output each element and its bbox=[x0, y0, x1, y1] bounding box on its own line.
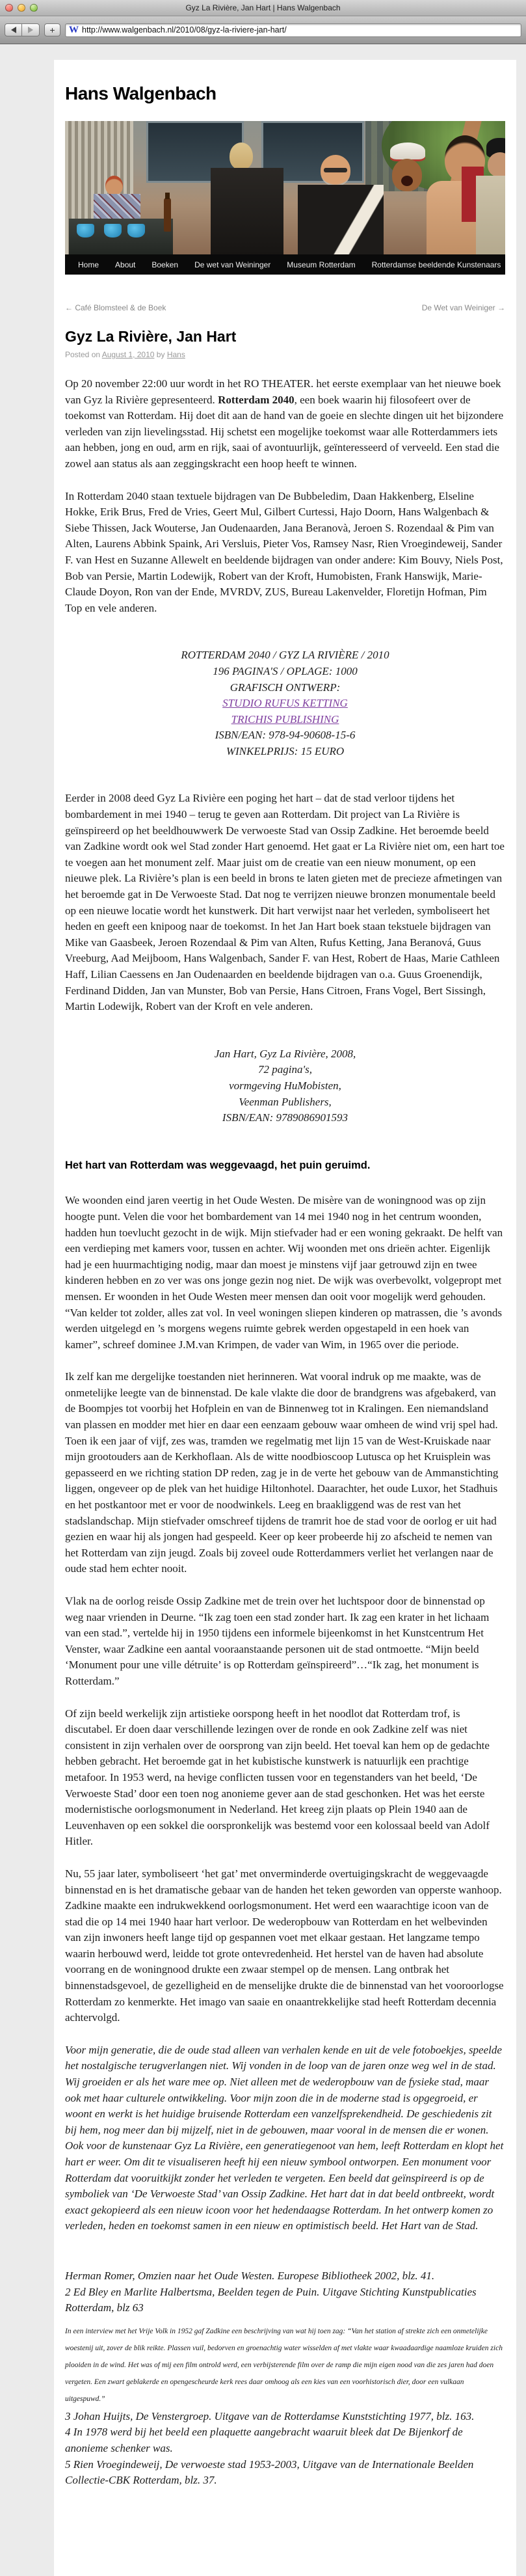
header-photo bbox=[65, 121, 505, 254]
page-background bbox=[0, 44, 526, 2576]
reference-line: 2 Ed Bley en Marlite Halbertsma, Beelden tegen de Puin. Uitgave Stichting Kunstpublicaties Rotterdam, blz 63 bbox=[65, 2285, 477, 2314]
banner-person-head bbox=[230, 142, 253, 170]
banner-person-head bbox=[105, 176, 123, 195]
reference-line: 3 Johan Huijts, De Venstergroep. Uitgave van de Rotterdamse Kunststichting 1977, blz. 163. bbox=[65, 2409, 475, 2422]
book-line: ISBN/EAN: 9789086901593 bbox=[222, 1111, 348, 1124]
posted-on-label: Posted on bbox=[65, 350, 101, 359]
close-window-button[interactable] bbox=[5, 4, 13, 12]
browser-toolbar bbox=[0, 16, 526, 44]
bold-text: Rotterdam 2040 bbox=[218, 393, 295, 406]
paragraph-text: , een boek waarin hij filosofeert over de toekomst van Rotterdam. Hij doet dit aan de hand van de goeie en slechte dingen uit het bijzondere verleden van zijn lievelingsstad. Hij schetst een mogelijke toekomst waar alle Rotterdammers iets aan hebben, jong en oud, arm en rijk, saai of avontuurlijk, geïnteresseerd of verveeld. Een stad die zowel aan status als aan zeggingskracht een hoop heeft te winnen. bbox=[65, 393, 504, 470]
paragraph: In Rotterdam 2040 staan textuele bijdragen van De Bubbeledim, Daan Hakkenberg, Elseline Hokke, Erik Brus, Fred de Vries, Geert Mul, Gilbert Curtessi, Hajo Doorn, Hans Walgenbach & Siebe Thissen, Jack Wouterse, Jan Oudenaarden, Jana Beranovà, Jeroen S. Rozendaal & Pim van Alten, Laurens Abbink Spaink, Ari Versluis, Pieter Vos, Ramsey Nasr, Rien Vroegindeweij, Sander F. van Hest en Suzanne Allewelt en beeldende bijdragen van onder andere: Kim Bouvy, Niels Post, Bob van Persie, Martin Lodewijk, Robert van der Kroft, Humobisten, Frank Hanswijk, Marie-Claude Doyon, Ron van der Ende, MVRDV, ZUS, Bureau Lakenvelder, Floretijn Hofman, Pim Top en vele anderen. bbox=[65, 489, 503, 614]
post-title: Gyz La Rivière, Jan Hart bbox=[65, 328, 237, 345]
history-buttons bbox=[5, 23, 40, 36]
trichis-publishing-link[interactable]: TRICHIS PUBLISHING bbox=[231, 712, 339, 725]
reference-line: 5 Rien Vroegindeweij, De verwoeste stad 1953-2003, Uitgave van de Internationale Beelden Collectie-CBK Rotterdam, blz. 37. bbox=[65, 2458, 474, 2487]
book-line: 196 PAGINA'S / OPLAGE: 1000 bbox=[213, 664, 358, 677]
studio-rufus-ketting-link[interactable]: STUDIO RUFUS KETTING bbox=[222, 697, 348, 710]
paragraph: Ik zelf kan me dergelijke toestanden niet herinneren. Wat vooral indruk op me maakte, was de onmetelijke leegte van de binnenstad. De kale vlakte die door de brandgrens was afgebakerd, van de Boompjes tot voorbij het Hofplein en van de Binnenweg tot in Kralingen. Een niemandsland van plassen en modder met hier en daar een eenzaam gebouw waar omheen de wind vrij spel had. Toen ik een jaar of vijf, zes was, tramden we regelmatig met lijn 15 van de West-Kruiskade naar mijn grootouders aan de Kerkhoflaan. Als de witte noodbioscoop Lutusca op het Kruisplein was gepasseerd en we richting station DP reden, zag je in de verte het gebouw van de Ammanstichting liggen, ongeveer op de plek van het huidige Hiltonhotel. Daarachter, het oude Luxor, het Stadhuis en het postkantoor met er voor de noodwinkels. Leeg en braakliggend was de rest van het stadslandschap. Mijn stiefvader omschreef tijdens de tramrit hoe de stad voor de oorlog er uit had gezien en waar hij als jongen had gespeeld. Keer op keer probeerde hij zo afscheid te nemen van het Rotterdam van zijn jeugd. Zoals bij zoveel oude Rotterdammers verliet het verlangen naar de oude stad hem echter nooit. bbox=[65, 1370, 499, 1575]
back-arrow-icon bbox=[11, 27, 16, 33]
post-body bbox=[65, 376, 505, 2489]
banner-person-head bbox=[488, 152, 505, 177]
site-title[interactable]: Hans Walgenbach bbox=[65, 83, 217, 103]
content-card bbox=[54, 60, 516, 2576]
post-meta bbox=[65, 350, 505, 359]
site-nav bbox=[65, 254, 505, 275]
nav-item-de-wet-van-weininger[interactable]: De wet van Weininger bbox=[194, 260, 271, 269]
post-date-link[interactable]: August 1, 2010 bbox=[101, 350, 155, 359]
back-button[interactable] bbox=[5, 23, 22, 36]
book-line: GRAFISCH ONTWERP: bbox=[230, 681, 341, 694]
banner-cup-shape bbox=[127, 224, 145, 237]
url-text[interactable]: http://www.walgenbach.nl/2010/08/gyz-la-riviere-jan-hart/ bbox=[82, 25, 287, 34]
book-line: Veenman Publishers, bbox=[239, 1095, 332, 1108]
footnote-text: In een interview met het Vrije Volk in 1952 gaf Zadkine een beschrijving van wat hij toen zag: “Van het station af strekte zich een onmetelijke woestenij uit, zover de blik reikte. Plassen vuil, bedorven en groenachtig water wisselden af met vlakte waar kwaadaardige naamloze kruiden zich plooiden in de wind. Het was of mij een film ontrold werd, een verbijsterende film over de ramp die mijn eigen nood van die zes jaren had doen vergeten. Een zwart geblakerde en opengescheurde kerk rees daar omhoog als een kies van een voorhistorisch dier, door een vulkaan uitgespuwd.” bbox=[65, 2327, 503, 2403]
banner-bottle-shape bbox=[164, 198, 171, 232]
nav-item-museum-rotterdam[interactable]: Museum Rotterdam bbox=[287, 260, 356, 269]
zoom-window-button[interactable] bbox=[30, 4, 38, 12]
forward-arrow-icon bbox=[28, 27, 33, 33]
window-controls bbox=[5, 4, 38, 12]
book-line: WINKELPRIJS: 15 EURO bbox=[226, 744, 345, 757]
prev-post-link[interactable]: ← Café Blomsteel & de Boek bbox=[65, 303, 166, 312]
site-favicon: W bbox=[69, 24, 79, 35]
book-line: ISBN/EAN: 978-94-90608-15-6 bbox=[215, 729, 356, 742]
book-line: 72 pagina's, bbox=[258, 1063, 312, 1076]
book-details-rotterdam-2040 bbox=[65, 647, 505, 759]
paragraph: Voor mijn generatie, die de oude stad alleen van verhalen kende en uit de vele fotoboekjes, speelde het nostalgische terugverlangen niet. Wij vonden in de loop van de jaren onze weg wel in de stad. Wij groeiden er als het ware mee op. Niet alleen met de wederopbouw van de fysieke stad, maar ook met haar culturele ontwikkeling. Voor mijn zoon die in de moderne stad is opgegroeid, er woont en werkt is het huidige bruisende Rotterdam een vanzelfsprekendheid. De geschiedenis zit bij hem, nog meer dan bij mijzelf, niet in de gebouwen, maar vooral in de mensen die er wonen. Ook voor de kunstenaar Gyz La Rivière, een generatiegenoot van hem, leeft Rotterdam en klopt het hart er weer. Om dit te visualiseren heeft hij een nieuw symbool ontworpen. Een monument voor Rotterdam dat vooruitkijkt zonder het verleden te vergeten. Een beeld dat geïnspireerd is op de symboliek van ‘De Verwoeste Stad’ van Ossip Zadkine. Het hart dat in dat beeld ontbreekt, wordt exact gekopieerd als een nieuw icoon voor het hedendaagse Rotterdam. In het ontwerp komen zo verleden, heden en toekomst samen in een nieuw en optimistisch beeld. Het Hart van de Stad. bbox=[65, 2043, 504, 2232]
banner-mouth-shape bbox=[401, 176, 413, 186]
reference-line: Herman Romer, Omzien naar het Oude Westen. Europese Bibliotheek 2002, blz. 41. bbox=[65, 2269, 435, 2282]
next-post-link[interactable]: De Wet van Weiniger → bbox=[421, 303, 505, 312]
nav-item-home[interactable]: Home bbox=[78, 260, 99, 269]
browser-window bbox=[0, 0, 526, 44]
post-navigation bbox=[65, 303, 505, 312]
paragraph: Eerder in 2008 deed Gyz La Rivière een poging het hart – dat de stad verloor tijdens het bombardement in mei 1940 – terug te geven aan Rotterdam. Dit project van La Rivière is geïnspireerd op het beeldhouwwerk De verwoeste Stad van Ossip Zadkine. Het beroemde beeld van Zadkine wordt ook wel Stad zonder Hart genoemd. Het gaat er La Rivière niet om, een hart toe te voegen aan het monument zelf. Maar juist om de creatie van een nieuw monument, op een nieuwe plek. La Rivière’s plan is een beeld in brons te laten gieten met de precieze afmetingen van het beroemde gat in De Verwoeste Stad. Dat nog te verrijzen nieuwe bronzen monumentale beeld op een nieuwe locatie wordt het kunstwerk. Dit hart verwijst naar het verleden, symboliseert het heden en geeft een knipoog naar de toekomst. In het Jan Hart boek staan tekstuele bijdragen van Mike van Gaasbeek, Jeroen Rozendaal & Pim van Alten, Rufus Ketting, Jana Beranová, Guus Vreeburg, Aad Meijboom, Hans Walgenbach, Sander F. van Hest, Robert de Haas, Marie Cathleen Haff, Lilian Caessens en Jan Oudenaarden en beeldende bijdragen van o.a. Guus Groenendijk, Ferdinand Didden, Jan van Munster, Bob van Persie, Hans Citroen, Frans Vogel, Bert Sissingh, Martin Lodewijk, Robert van der Kroft en vele anderen. bbox=[65, 792, 505, 1013]
banner-bottle-cap-shape bbox=[165, 193, 170, 199]
banner-cup-shape bbox=[104, 224, 122, 237]
banner-glasses-shape bbox=[324, 168, 347, 172]
address-bar[interactable] bbox=[65, 23, 521, 37]
browser-titlebar bbox=[0, 0, 526, 16]
banner-cap-shape bbox=[390, 142, 425, 159]
banner-person-body bbox=[476, 176, 505, 254]
by-label: by bbox=[156, 350, 165, 359]
paragraph: Of zijn beeld werkelijk zijn artistieke oorspong heeft in het noodlot dat Rotterdam trof, is discutabel. Er doen daar verschillende lezingen over de ronde en ook Zadkine zelf was niet consistent in zijn verhalen over de oorsprong van zijn beeld. Het toeval kan hem op de gedachte hebben gebracht. Het beroemde gat in het kubistische kunstwerk is natuurlijk een prachtige metafoor. In 1953 werd, na hevige conflicten tussen voor en tegenstanders van het beeld, ‘De Verwoeste Stad’ door een toen nog anonieme gever aan de stad geschonken. Het was het eerste modernistische oorlogsmonument in Nederland. Het kreeg zijn plaats op Plein 1940 aan de Leuvenhaven op een sokkel die oorspronkelijk was bestemd voor een kolossaal beeld van Adolf Hitler. bbox=[65, 1707, 490, 1848]
book-line: ROTTERDAM 2040 / GYZ LA RIVIÈRE / 2010 bbox=[181, 649, 389, 662]
banner-person-head bbox=[392, 159, 422, 191]
paragraph: Nu, 55 jaar later, symboliseert ‘het gat’ met onverminderde overtuigingskracht de weggevaagde binnenstad en is het dramatische gebaar van de handen het teken geworden van opperste wanhoop. Zadkine maakte een indrukwekkend oorlogsmonument. Het werd een waarachtige icoon van de stad die op 14 mei 1940 haar hart verloor. De wederopbouw van Rotterdam en het welbevinden van zijn inwoners heeft lange tijd op gespannen voet met elkaar gestaan. Het langzame tempo waarin herbouwd werd, leidde tot grote ontevredenheid. Het herstel van de haven had absolute voorrang en de woningnood drukte een zwaar stempel op de mensen. Lang ontbrak het binnenstadsgevoel, de gezelligheid en de menselijke drukte die de binnenstad van het vooroorlogse Rotterdam zo kenmerkte. Het imago van saaie en onaantrekkelijke stad heeft Rotterdam decennia achtervolgd. bbox=[65, 1867, 504, 2024]
paragraph: We woonden eind jaren veertig in het Oude Westen. De misère van de woningnood was op zijn hoogte punt. Velen die voor het bombardement van 14 mei 1940 nog in het centrum woonden, hadden hun toevlucht gezocht in de wijk. Mijn stiefvader had er een woning gekraakt. De helft van een verdieping met kamers voor, tussen en achter. Wij woonden met ons drieën achter. Eigenlijk had je een huurmachtiging nodig, maar dan moest je minstens vijf jaar getrouwd zijn en twee kinderen hebben en zo ver was ons jonge gezin nog niet. De wijk was overbevolkt, volgepropt met mensen. Er woonden in het Oude Westen meer mensen dan ooit voor mogelijk werd gehouden. “Van kelder tot zolder, alles zat vol. In veel woningen sliepen kinderen op matrassen, die ’s avonds werden uitgelegd en ’s morgens wegens ruimte gebrek werden opgestapeld in een hoek van kamer”, schreef dominee J.M.van Krimpen, de vader van Wim, in 1965 over die periode. bbox=[65, 1194, 503, 1351]
banner-person-body bbox=[298, 185, 384, 254]
reference-line: 4 In 1978 werd bij het beeld een plaquette aangebracht waaruit bleek dat De Bijenkorf de anonieme schenker was. bbox=[65, 2426, 463, 2454]
nav-item-boeken[interactable]: Boeken bbox=[151, 260, 179, 269]
nav-item-rotterdamse-beeldende-kunstenaars[interactable]: Rotterdamse beeldende Kunstenaars bbox=[371, 260, 501, 269]
new-tab-button[interactable]: + bbox=[44, 23, 60, 36]
book-line: vormgeving HuMobisten, bbox=[229, 1079, 341, 1092]
banner-cup-shape bbox=[77, 224, 94, 237]
paragraph bbox=[65, 376, 505, 472]
window-title: Gyz La Rivière, Jan Hart | Hans Walgenbach bbox=[185, 3, 341, 12]
nav-item-about[interactable]: About bbox=[115, 260, 136, 269]
section-heading: Het hart van Rotterdam was weggevaagd, het puin geruimd. bbox=[65, 1159, 371, 1171]
post-author-link[interactable]: Hans bbox=[166, 350, 185, 359]
banner-person-body bbox=[211, 168, 283, 254]
minimize-window-button[interactable] bbox=[18, 4, 25, 12]
book-line: Jan Hart, Gyz La Rivière, 2008, bbox=[214, 1047, 356, 1060]
paragraph: Vlak na de oorlog reisde Ossip Zadkine met de trein over het luchtspoor door de binnenstad op weg naar vrienden in Deurne. “Ik zag toen een stad zonder hart. Ik zag een krater in het lichaam van een stad.”, vertelde hij in 1950 tijdens een informele bijeenkomst in het Kunstcentrum Het Venster, waar Zadkine een aantal vooraanstaande personen uit de stad ontmoette. “Mijn beeld ‘Monument pour une ville détruite’ is op Rotterdam geïnspireerd”…“Ik zag, het monument is Rotterdam.” bbox=[65, 1595, 490, 1687]
paragraph-text: Op 20 november 22:00 uur wordt in het RO THEATER. het eerste exemplaar van het nieuwe boek van Gyz la Rivière gepresenteerd. bbox=[65, 377, 501, 406]
forward-button[interactable] bbox=[22, 23, 40, 36]
book-details-jan-hart bbox=[65, 1046, 505, 1126]
